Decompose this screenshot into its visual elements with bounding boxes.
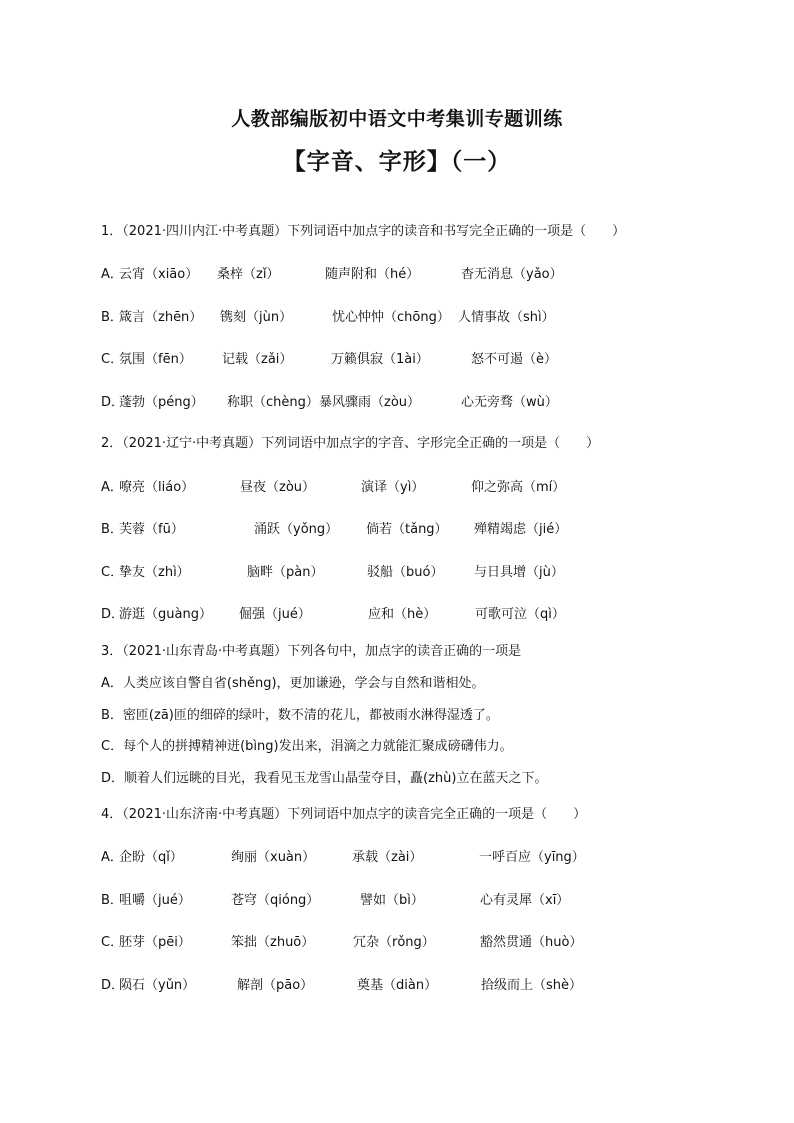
option-word: 殚精竭虑（jié） xyxy=(474,522,568,537)
option-word: 笨拙（zhuō） xyxy=(231,935,315,950)
option-word: 称职（chèng） xyxy=(227,395,319,410)
option-word: 苍穹（qióng） xyxy=(231,893,320,908)
option-word: 一呼百应（yīng） xyxy=(479,850,585,865)
option-word: 心无旁骛（wù） xyxy=(461,395,558,410)
option-word: 豁然贯通（huò） xyxy=(480,935,583,950)
option-word: 陨石（yǔn） xyxy=(119,978,196,993)
option-word: 蓬勃（péng） xyxy=(119,395,204,410)
option-word: 忧心忡忡（chōng） xyxy=(332,310,450,325)
option-word: 暴风骤雨（zòu） xyxy=(319,395,421,410)
question-3-option-c: C．每个人的拼搏精神迸(bìng)发出来，涓滴之力就能汇聚成磅礴伟力。 xyxy=(101,739,513,754)
option-word: 应和（hè） xyxy=(368,607,437,622)
option-word: 涌跃（yǒng） xyxy=(254,522,339,537)
question-3-option-b: B．密匝(zā)匝的细碎的绿叶，数不清的花儿，都被雨水淋得湿透了。 xyxy=(101,708,499,723)
option-word: 箴言（zhēn） xyxy=(119,310,203,325)
question-4-stem: 4．（2021·山东济南·中考真题）下列词语中加点字的读音完全正确的一项是（ ） xyxy=(101,807,587,822)
page-title: 人教部编版初中语文中考集训专题训练 xyxy=(231,108,563,130)
option-label: D． xyxy=(101,978,125,993)
option-label: D． xyxy=(101,395,125,410)
option-label: B． xyxy=(101,893,123,908)
option-label: A． xyxy=(101,267,123,282)
option-word: 随声附和（hé） xyxy=(325,267,420,282)
option-word: 人情事故（shì） xyxy=(458,310,555,325)
option-word: 仰之弥高（mí） xyxy=(471,480,566,495)
option-word: 胚芽（pēi） xyxy=(119,935,191,950)
option-word: 游逛（guàng） xyxy=(119,607,212,622)
option-word: 奠基（diàn） xyxy=(357,978,438,993)
option-label: B． xyxy=(101,522,123,537)
option-word: 企盼（qǐ） xyxy=(119,850,183,865)
question-3-option-a: A．人类应该自警自省(shěng)，更加谦逊，学会与自然和谐相处。 xyxy=(101,676,485,691)
option-word: 倔强（jué） xyxy=(239,607,311,622)
option-word: 嘹亮（liáo） xyxy=(119,480,195,495)
option-word: 拾级而上（shè） xyxy=(481,978,583,993)
option-word: 与日具增（jù） xyxy=(474,565,564,580)
question-1-stem: 1．（2021·四川内江·中考真题）下列词语中加点字的读音和书写完全正确的一项是（ ） xyxy=(101,224,626,239)
option-label: B． xyxy=(101,310,123,325)
option-word: 氛围（fēn） xyxy=(119,352,192,367)
option-word: 演译（yì） xyxy=(361,480,425,495)
option-word: 万籁俱寂（1ài） xyxy=(331,352,429,367)
option-word: 昼夜（zòu） xyxy=(240,480,316,495)
option-word: 譬如（bì） xyxy=(360,893,424,908)
option-word: 咀嚼（jué） xyxy=(119,893,191,908)
option-label: C． xyxy=(101,565,124,580)
option-word: 承载（zài） xyxy=(352,850,423,865)
option-word: 冗杂（rǒng） xyxy=(353,935,435,950)
option-word: 心有灵犀（xī） xyxy=(480,893,570,908)
option-label: C． xyxy=(101,352,124,367)
option-word: 怒不可遏（è） xyxy=(471,352,557,367)
option-word: 云宵（xiāo） xyxy=(119,267,199,282)
option-word: 可歌可泣（qì） xyxy=(475,607,565,622)
option-label: D． xyxy=(101,607,125,622)
option-word: 驳船（buó） xyxy=(367,565,444,580)
page-subtitle: 【字音、字形】（一） xyxy=(282,148,512,175)
option-word: 桑梓（zǐ） xyxy=(217,267,280,282)
option-label: C． xyxy=(101,935,124,950)
option-word: 倘若（tǎng） xyxy=(366,522,448,537)
option-word: 解剖（pāo） xyxy=(237,978,314,993)
option-word: 脑畔（pàn） xyxy=(247,565,324,580)
option-word: 绚丽（xuàn） xyxy=(231,850,316,865)
question-3-stem: 3．（2021·山东青岛·中考真题）下列各句中，加点字的读音正确的一项是 xyxy=(101,644,522,659)
option-word: 记载（zǎi） xyxy=(222,352,293,367)
option-word: 芙蓉（fū） xyxy=(119,522,184,537)
question-2-stem: 2．（2021·辽宁·中考真题）下列词语中加点字的字音、字形完全正确的一项是（ ） xyxy=(101,436,600,451)
option-label: A． xyxy=(101,850,123,865)
option-label: A． xyxy=(101,480,123,495)
option-word: 杳无消息（yǎo） xyxy=(461,267,563,282)
question-3-option-d: D．顺着人们远眺的目光，我看见玉龙雪山晶莹夺目，矗(zhù)立在蓝天之下。 xyxy=(101,771,548,786)
option-word: 挚友（zhì） xyxy=(119,565,190,580)
option-word: 镌刻（jùn） xyxy=(220,310,293,325)
